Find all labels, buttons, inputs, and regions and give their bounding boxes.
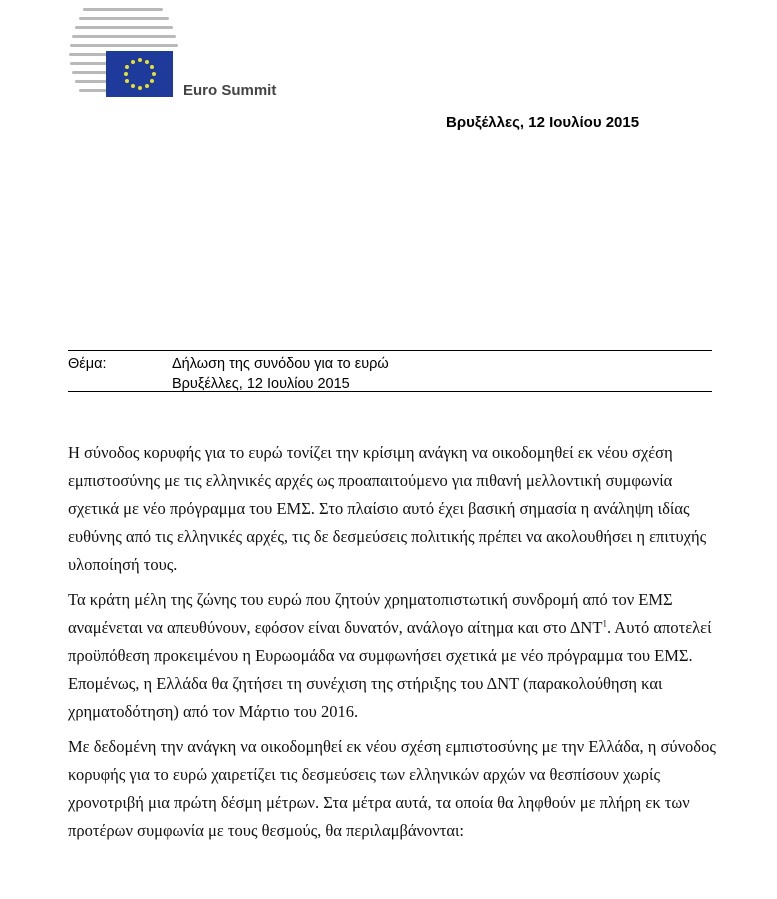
body-paragraph: Η σύνοδος κορυφής για το ευρώ τονίζει την κρίσιμη ανάγκη να οικοδομηθεί εκ νέου σχέση εμπιστοσύνης με τις ελληνικές αρχές ως προαπαιτούμενο για πιθανή μελλοντική συμφωνία σχετικά με νέο πρόγραμμα του ΕΜΣ. Στο πλαίσιο αυτό έχει βασική σημασία η ανάληψη ιδίας ευθύνης από τις ελληνικές αρχές, τις δε δεσμεύσεις πολιτικής πρέπει να ακολουθήσει η επιτυχής υλοποίησή τους. [68,443,707,574]
flag-star-icon [125,79,129,83]
document-body [68,439,716,852]
subject-bottom-rule [68,391,712,392]
flag-star-icon [138,58,142,62]
subject-place-date: Βρυξέλλες, 12 Ιουλίου 2015 [172,376,350,392]
logo-line [69,53,109,56]
header-place-date: Βρυξέλλες, 12 Ιουλίου 2015 [446,114,640,131]
body-paragraph: Με δεδομένη την ανάγκη να οικοδομηθεί εκ νέου σχέση εμπιστοσύνης με την Ελλάδα, η σύνοδος κορυφής για το ευρώ χαιρετίζει τις δεσμεύσεις των ελληνικών αρχών να θεσπίσουν χωρίς χρονοτριβή μια πρώτη δέσμη μέτρων. Στα μέτρα αυτά, τα οποία θα ληφθούν με πλήρη εκ των προτέρων συμφωνία με τους θεσμούς, θα περιλαμβάνονται: [68,737,716,840]
subject-title: Δήλωση της συνόδου για το ευρώ [172,356,389,372]
paragraph-text: Τα κράτη μέλη της ζώνης του ευρώ που ζητούν χρηματοπιστωτική συνδρομή από τον ΕΜΣ αναμένεται να απευθύνουν, εφόσον είναι δυνατόν, ανάλογο αίτημα και στο ΔΝΤ [68,590,673,637]
eu-flag-icon [106,51,173,97]
flag-star-icon [150,65,154,69]
flag-star-icon [145,84,149,88]
flag-star-icon [125,65,129,69]
paragraph-text: . Αυτό αποτελεί προϋπόθεση προκειμένου η Ευρωομάδα να συμφωνήσει σχετικά με νέο πρόγραμμα του ΕΜΣ. Επομένως, η Ελλάδα θα ζητήσει τη συνέχιση της στήριξης του ΔΝΤ (παρακολούθηση και χρηματοδότηση) από τον Μάρτιο του 2016. [68,618,712,721]
logo-line [79,17,169,20]
subject-label: Θέμα: [68,356,107,372]
logo-line [70,44,178,47]
body-paragraph [68,586,716,726]
flag-star-icon [145,60,149,64]
flag-star-icon [150,79,154,83]
flag-star-icon [131,84,135,88]
logo-line [72,35,176,38]
footnote-reference[interactable]: 1 [602,618,607,629]
logo-line [75,26,173,29]
flag-star-icon [124,72,128,76]
logo-line [83,8,163,11]
subject-top-rule [68,350,712,351]
flag-star-icon [138,86,142,90]
subject-block [172,354,389,394]
flag-star-icon [152,72,156,76]
logo-line [70,62,110,65]
flag-star-icon [131,60,135,64]
organization-name: Euro Summit [183,82,277,99]
